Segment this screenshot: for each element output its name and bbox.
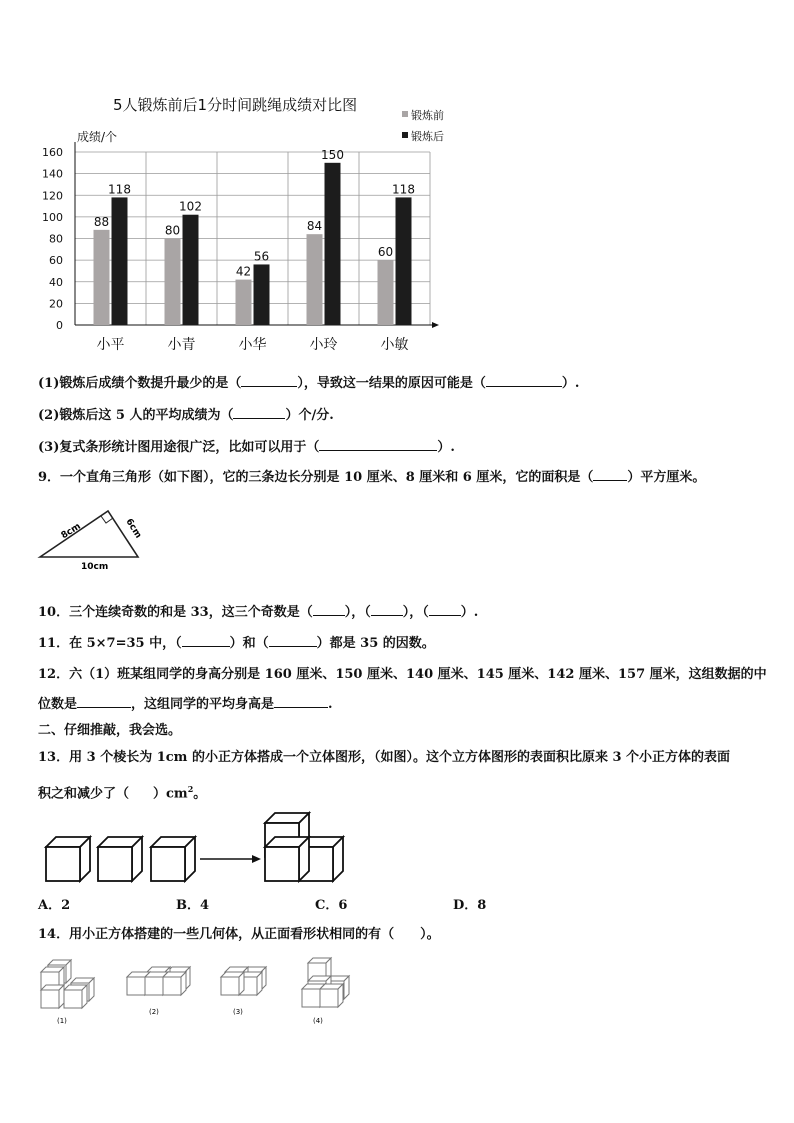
question-11 — [38, 634, 435, 653]
answer-blank[interactable] — [241, 374, 297, 387]
y-tick-label: 60 — [49, 254, 63, 268]
section-heading: 二、仔细推敲，我会选。 — [38, 723, 182, 738]
p2-post: ）个/分. — [285, 408, 334, 423]
answer-blank[interactable] — [274, 695, 328, 708]
data-label: 60 — [377, 245, 394, 260]
bar — [325, 163, 341, 325]
q10-sep2: ），（ — [402, 605, 429, 620]
single-cube-1 — [46, 837, 90, 881]
question-p1 — [38, 374, 579, 393]
question-12-line1: 12．六（1）班某组同学的身高分别是 160 厘米、150 厘米、140 厘米、145 厘米、142 厘米、157 厘米，这组数据的中 — [38, 667, 767, 682]
p1-pre: (1)锻炼后成绩个数提升最少的是（ — [38, 376, 242, 391]
question-p2 — [38, 406, 334, 425]
p3-post: ）. — [437, 440, 455, 455]
legend-label: 锻炼前 — [411, 109, 444, 122]
x-tick-label: 小敏 — [380, 337, 409, 353]
question-13-line2 — [38, 780, 206, 803]
single-cube-3 — [151, 837, 195, 881]
single-cube-2 — [98, 837, 142, 881]
q12-line2b: ，这组同学的平均身高是 — [131, 697, 275, 712]
figure-2 — [127, 967, 190, 995]
bar — [165, 239, 181, 326]
q11-text3: ）都是 35 的因数。 — [316, 636, 435, 651]
figure-4 — [302, 958, 349, 1007]
q14-figures — [35, 955, 365, 1030]
x-axis-arrow — [432, 322, 439, 328]
right-triangle-figure — [30, 505, 160, 575]
bar — [236, 280, 252, 325]
p2-pre: (2)锻炼后这 5 人的平均成绩为（ — [38, 408, 234, 423]
answer-blank[interactable] — [319, 438, 437, 451]
answer-blank[interactable] — [313, 603, 345, 616]
y-tick-label: 40 — [49, 275, 63, 289]
data-label: 42 — [235, 264, 252, 279]
figure-3 — [221, 967, 266, 995]
y-axis-label: 成绩/个 — [77, 130, 118, 144]
q10-text1: 10．三个连续奇数的和是 33，这三个奇数是（ — [38, 605, 313, 620]
legend-swatch — [402, 132, 408, 138]
question-14: 14．用小正方体搭建的一些几何体，从正面看形状相同的有（ ）。 — [38, 927, 440, 942]
bar — [396, 197, 412, 325]
y-tick-label: 120 — [42, 189, 63, 203]
chart-title: 5人锻炼前后1分时间跳绳成绩对比图 — [113, 96, 358, 114]
question-10 — [38, 603, 478, 622]
x-tick-label: 小华 — [238, 337, 267, 353]
legend-label: 锻炼后 — [411, 130, 444, 143]
q13-sup: 2 — [187, 784, 194, 794]
q11-text1: 11．在 5×7=35 中，（ — [38, 636, 182, 651]
answer-blank[interactable] — [371, 603, 403, 616]
cubes-figure — [40, 808, 360, 883]
y-tick-label: 100 — [42, 210, 63, 224]
y-tick-label: 160 — [42, 146, 63, 159]
data-label: 118 — [108, 182, 131, 197]
q9-text1: 9．一个直角三角形（如下图），它的三条边长分别是 10 厘米、8 厘米和 6 厘米，它的面积是（ — [38, 470, 594, 485]
data-label: 80 — [164, 223, 181, 238]
data-label: 88 — [93, 214, 110, 229]
y-tick-label: 20 — [49, 297, 63, 311]
question-12-line2 — [38, 695, 333, 714]
data-label: 84 — [306, 219, 323, 234]
x-tick-label: 小平 — [96, 337, 125, 353]
data-label: 150 — [321, 147, 344, 162]
x-tick-label: 小玲 — [309, 337, 338, 353]
data-label: 102 — [179, 199, 202, 214]
data-label: 56 — [253, 249, 270, 264]
y-tick-label: 140 — [42, 167, 63, 181]
answer-blank[interactable] — [233, 406, 285, 419]
y-tick-label: 0 — [56, 319, 63, 332]
bar — [183, 215, 199, 325]
answer-blank[interactable] — [486, 374, 562, 387]
figure-label-4: (4) — [313, 1017, 323, 1025]
p3-pre: (3)复式条形统计图用途很广泛，比如可以用于（ — [38, 440, 320, 455]
bar — [378, 260, 394, 325]
bar — [254, 264, 270, 325]
legend-swatch — [402, 111, 408, 117]
data-label: 118 — [392, 182, 415, 197]
q13-line2b: ）cm — [153, 786, 188, 802]
option-a[interactable]: A．2 — [38, 898, 71, 913]
q13-line2c: 。 — [193, 786, 207, 802]
figure-label-1: (1) — [57, 1017, 67, 1025]
p1-post: ）. — [561, 376, 580, 391]
side-c-label: 10cm — [81, 562, 109, 572]
q12-line2c: . — [328, 697, 333, 712]
bar — [94, 230, 110, 325]
bar — [112, 197, 128, 325]
side-b-label: 6cm — [123, 517, 144, 541]
question-p3 — [38, 438, 455, 457]
option-d[interactable]: D．8 — [453, 898, 487, 913]
q13-line2a: 积之和减少了（ — [38, 786, 130, 802]
figure-label-3: (3) — [233, 1008, 243, 1016]
q12-line2a: 位数是 — [38, 697, 78, 712]
answer-blank[interactable] — [429, 603, 461, 616]
answer-blank[interactable] — [182, 634, 230, 647]
answer-blank[interactable] — [593, 468, 627, 481]
side-a-label: 8cm — [59, 521, 83, 542]
combined-cubes — [265, 813, 343, 881]
bar-chart — [0, 0, 794, 360]
bar — [307, 234, 323, 325]
answer-blank[interactable] — [269, 634, 317, 647]
question-9 — [38, 468, 705, 487]
x-tick-label: 小青 — [167, 337, 196, 353]
y-tick-label: 80 — [49, 232, 63, 246]
figure-label-2: (2) — [149, 1008, 159, 1016]
q9-text2: ）平方厘米。 — [627, 470, 706, 485]
q10-end: ）. — [460, 605, 479, 620]
question-13-line1: 13．用 3 个棱长为 1cm 的小正方体搭成一个立体图形，（如图）。这个立方体图形的表面积比原来 3 个小正方体的表面 — [38, 750, 731, 765]
figure-1 — [41, 960, 94, 1008]
arrow-icon — [200, 855, 261, 863]
p1-mid: ），导致这一结果的原因可能是（ — [297, 376, 486, 391]
option-c[interactable]: C．6 — [315, 898, 348, 913]
q10-sep1: ），（ — [344, 605, 371, 620]
option-b[interactable]: B．4 — [176, 898, 210, 913]
answer-blank[interactable] — [77, 695, 131, 708]
q11-text2: ）和（ — [229, 636, 269, 651]
